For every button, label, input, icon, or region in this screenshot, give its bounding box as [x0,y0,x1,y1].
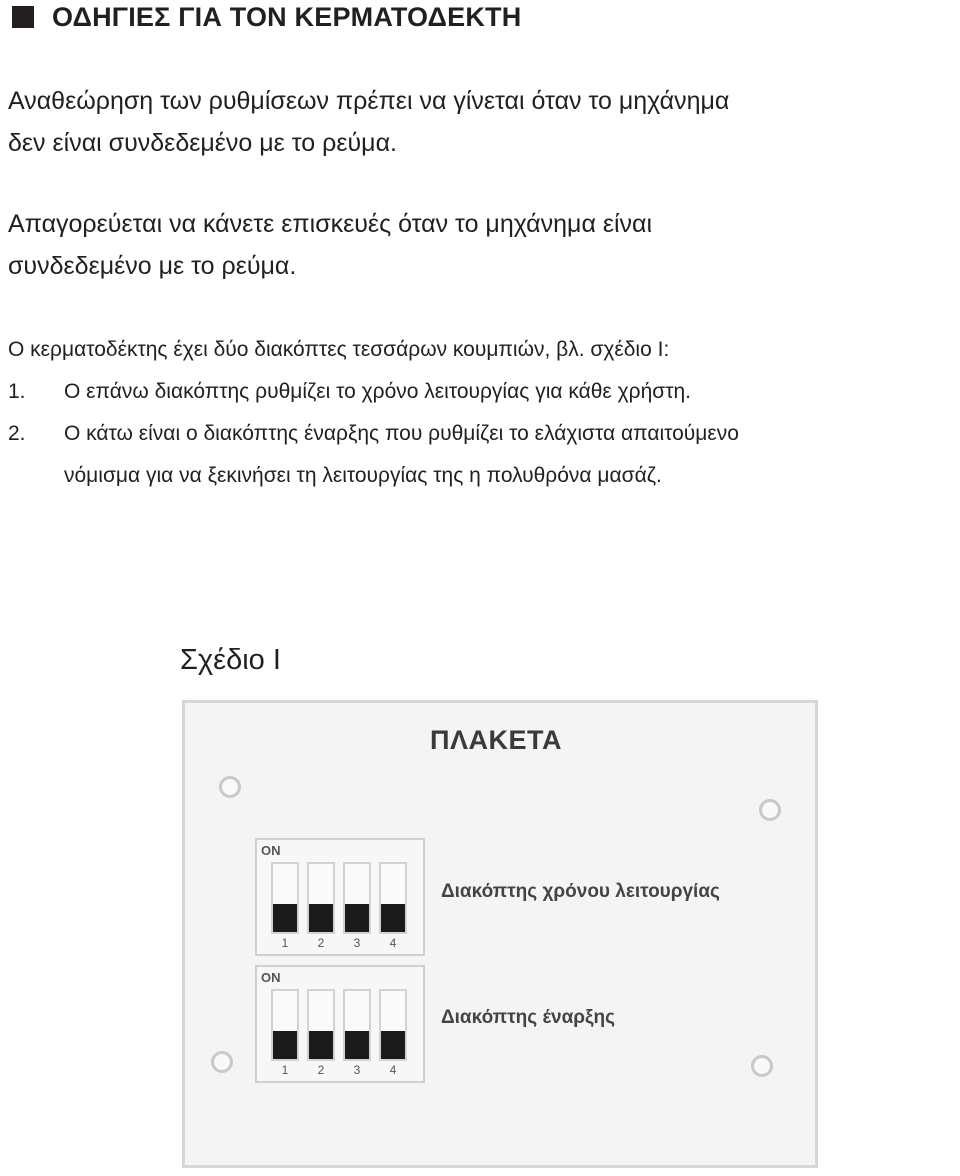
dip-slot [307,862,335,934]
list-text-line: Ο κάτω είναι ο διακόπτης έναρξης που ρυθμίζει το ελάχιστα απαιτούμενο [64,422,739,445]
mounting-hole-icon [751,1055,773,1077]
dip-number: 1 [281,1063,289,1077]
board-title: ΠΛΑΚΕΤΑ [430,725,563,755]
list-item [8,371,953,413]
paragraph-line: Αναθεώρηση των ρυθμίσεων πρέπει να γίνεται όταν το μηχάνημα [8,87,730,115]
dip-knob [309,904,333,932]
dip-slot [307,989,335,1061]
mounting-hole-icon [219,776,241,798]
dip-slot [379,989,407,1061]
dip-switch-start [255,965,425,1083]
dip-number: 4 [389,936,397,950]
list-number: 1. [8,380,26,403]
list-text-line: Ο επάνω διακόπτης ρυθμίζει το χρόνο λειτουργίας για κάθε χρήστη. [64,380,692,403]
paragraph-line: δεν είναι συνδεδεμένο με το ρεύμα. [8,129,397,157]
dip-knob [273,904,297,932]
dip-on-label: ON [261,970,281,985]
paragraph-line: συνδεδεμένο με το ρεύμα. [8,252,297,280]
dip-number: 3 [353,936,361,950]
paragraph-review-settings [8,80,948,164]
section-title: ΟΔΗΓΙΕΣ ΓΙΑ ΤΟΝ ΚΕΡΜΑΤΟΔΕΚΤΗ [52,1,522,32]
mounting-hole-icon [759,799,781,821]
dip-on-label: ON [261,843,281,858]
dip-knob [381,904,405,932]
dip-slot [343,989,371,1061]
dip-number: 2 [317,936,325,950]
section-heading [12,0,521,34]
dip-slot [271,862,299,934]
figure-caption: Σχέδιο I [180,644,281,676]
dip-number: 1 [281,936,289,950]
switch-label-start: Διακόπτης έναρξης [441,1007,615,1028]
dip-knob [273,1031,297,1059]
dip-knob [345,1031,369,1059]
list-text [64,413,953,497]
list-number: 2. [8,422,26,445]
dip-slot [343,862,371,934]
dip-number: 3 [353,1063,361,1077]
dip-slot [271,989,299,1061]
paragraph-repair-warning [8,203,948,287]
dip-switch-operating-time [255,838,425,956]
dip-number: 4 [389,1063,397,1077]
paragraph-line: Απαγορεύεται να κάνετε επισκευές όταν το μηχάνημα είναι [8,210,653,238]
paragraph-switch-intro: Ο κερματοδέκτης έχει δύο διακόπτες τεσσάρων κουμπιών, βλ. σχέδιο I: [8,338,670,361]
dip-knob [309,1031,333,1059]
dip-knob [345,904,369,932]
square-bullet-icon [12,6,34,28]
dip-knob [381,1031,405,1059]
switch-label-operating-time: Διακόπτης χρόνου λειτουργίας [441,881,720,902]
mounting-hole-icon [211,1051,233,1073]
list-item [8,413,953,497]
list-text [64,371,953,413]
list-text-line: νόμισμα για να ξεκινήσει τη λειτουργίας της η πολυθρόνα μασάζ. [64,464,662,487]
dip-number: 2 [317,1063,325,1077]
instruction-list [8,371,953,497]
dip-slot [379,862,407,934]
circuit-board-diagram [182,700,818,1168]
